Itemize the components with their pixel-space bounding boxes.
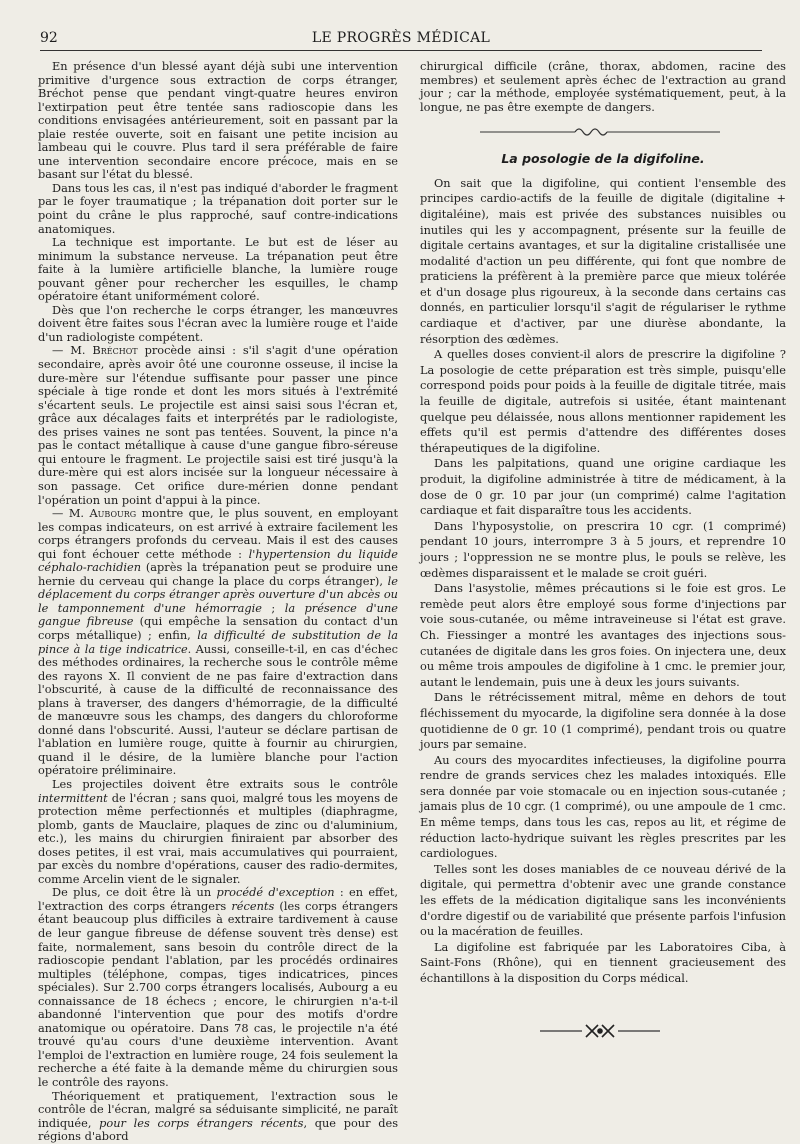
paragraph-text: (après la trépanation peut se produire une hernie du cerveau qui change la place du corps étranger), <box>38 560 398 588</box>
paragraph-text: . Aussi, conseille-t-il, en cas d'échec des méthodes ordinaires, la recherche sous le contrôle même des rayons X. Il convient de ne pas faire d'extraction dans l'obscurité, à cause de la difficulté de reconnaissance des plans à traverser, des dangers d'hémorragie, de la difficulté de manœuvre sous les champs, des dangers du chloroforme donné dans l'obscurité. Aussi, l'auteur se déclare partisan de l'ablation en lumière rouge, quitte à fournir au chirurgien, quand il le désire, de la lumière blanche pour l'action opératoire préliminaire. <box>38 641 398 778</box>
author-name: M. Aubourg <box>68 506 137 521</box>
emphasis: intermittent <box>38 790 108 805</box>
emphasis: le déplacement du corps étranger après ouverture d'un abcès ou le tamponnement d'une hémorragie <box>38 573 398 615</box>
paragraph: — M. Aubourg montre que, le plus souvent, en employant les compas indicateurs, on est arrivé à extraire facilement les corps étrangers profonds du cerveau. Mais il est des causes qui font échouer cette méthode : l'hypertension du liquide céphalo-rachidien (après la trépanation peut se produire une hernie du cerveau qui change la place du corps étranger), le déplacement du corps étranger après ouverture d'un abcès ou le tamponnement d'une hémorragie ; la présence d'une gangue fibreuse (qui empêche la sensation du contact d'un corps métallique) ; enfin, la difficulté de substitution de la pince à la tige indicatrice. Aussi, conseille-t-il, en cas d'échec des méthodes ordinaires, la recherche sous le contrôle même des rayons X. Il convient de ne pas faire d'extraction dans l'obscurité, à cause de la difficulté de reconnaissance des plans à traverser, des dangers d'hémorragie, de la difficulté de manœuvre sous les champs, des dangers du chloroforme donné dans l'obscurité. Aussi, l'auteur se déclare partisan de l'ablation en lumière rouge, quitte à fournir au chirurgien, quand il le désire, de la lumière blanche pour l'action opératoire préliminaire. <box>38 506 399 778</box>
paragraph: Telles sont les doses maniables de ce nouveau dérivé de la digitale, qui permettra d'obtenir avec une grande constance les effets de la médication digitalique sans les inconvénients d'ordre digestif ou de variabilité que présente parfois l'infusion ou la macération de feuilles. <box>420 861 786 939</box>
paragraph: Dans le rétrécissement mitral, même en dehors de tout fléchissement du myocarde, la digifoline sera donnée à la dose quotidienne de 0 gr. 10 (1 comprimé), pendant trois ou quatre jours par semaine. <box>420 690 786 752</box>
paragraph <box>38 778 398 886</box>
end-ornament <box>420 1015 786 1055</box>
paragraph: Dans l'asystolie, mêmes précautions si le foie est gros. Le remède peut alors être employé sous forme d'injections par voie sous-cutanée, ou même intraveineuse si l'état est grave. Ch. Fiessinger a montré les avantages des injections sous-cutanées de digitale dans les gros foies. On injectera une, deux ou même trois ampoules de digifoline à 1 cmc. le premier jour, autant le lendemain, puis une à deux les jours suivants. <box>420 581 786 689</box>
paragraph-text: (les corps étrangers étant beaucoup plus difficiles à extraire tardivement à cause de leur gangue fibreuse de défense souvent très dense) est faite, normalement, sans besoin du contrôle direct de la radioscopie pendant l'ablation, par les procédés ordinaires multiples (téléphone, compas, tiges indicatrices, pinces spéciales). Sur 2.700 corps étrangers localisés, Aubourg a eu connaissance de 18 échecs ; encore, le chirurgien n'a-t-il abandonné l'intervention que pour des motifs d'ordre anatomique ou opératoire. Dans 78 cas, le projectile n'a été trouvé qu'au cours d'une deuxième intervention. Avant l'emploi de l'extraction en lumière rouge, 24 fois seulement la recherche a été faite à la demande même du chirurgien sous le contrôle des rayons. <box>38 898 398 1090</box>
paragraph: Au cours des myocardites infectieuses, la digifoline pourra rendre de grands services chez les malades intoxiqués. Elle sera donnée par voie stomacale ou en injection sous-cutanée ; jamais plus de 10 cgr. (1 comprimé), ou une ampoule de 1 cmc. En même temps, dans tous les cas, repos au lit, et régime de réduction lacto-hydrique suivant les règles prescrites par les cardiologues. <box>420 752 786 861</box>
emphasis: la difficulté de substitution de la pince à la tige indicatrice <box>38 627 398 656</box>
page-header <box>40 28 762 51</box>
paragraph: chirurgical difficile (crâne, thorax, abdomen, racine des membres) et seulement après échec de l'extraction au grand jour ; car la méthode, employée systématiquement, peut, à la longue, ne pas être exempte de dangers. <box>420 59 786 114</box>
article-title: La posologie de la digifoline. <box>501 151 705 167</box>
paragraph: On sait que la digifoline, qui contient l'ensemble des principes cardio-actifs de la feuille de digitale (digitaline + digitaléine), mais est privée des substances nuisibles ou inutiles qui les y accompagnent, présente sur la feuille de digitale certains avantages, et sur la digitaline cristallisée une modalité d'action un peu différente, qui font que nombre de praticiens la préfèrent à la première parce que mieux tolérée et d'un dosage plus rigoureux, à la seconde dans certains cas donnés, en particulier lorsqu'il s'agit de régulariser le rythme cardiaque et d'activer, par une diurèse abondante, la résorption des œdèmes. <box>420 175 786 346</box>
paragraph-text: ; <box>262 600 285 615</box>
left-column <box>38 60 398 1144</box>
paragraph-text: : en effet, l'extraction des corps étrangers <box>38 885 398 913</box>
paragraph: La digifoline est fabriquée par les Laboratoires Ciba, à Saint-Fons (Rhône), qui en tiennent gracieusement des échantillons à la disposition du Corps médical. <box>420 939 786 986</box>
paragraph: Dans l'hyposystolie, on prescrira 10 cgr. (1 comprimé) pendant 10 jours, interrompre 3 à 5 jours, et reprendre 10 jours ; l'oppression ne se montre plus, le pouls se relève, les œdèmes disparaissent et le malade se croit guéri. <box>420 518 786 580</box>
paragraph-text: Théoriquement et pratiquement, l'extraction sous le contrôle de l'écran, malgré sa séduisante simplicité, ne paraît indiquée, <box>38 1088 398 1130</box>
paragraph: Dès que l'on recherche le corps étranger, les manœuvres doivent être faites sous l'écran avec la lumière rouge et l'aide d'un radiologiste compétent. <box>38 302 398 344</box>
paragraph-text: montre que, le plus souvent, en employant les compas indicateurs, on est arrivé à extraire facilement les corps étrangers profonds du cerveau. Mais il est des causes qui font échouer cette méthode : <box>38 506 399 561</box>
paragraph-text: De plus, ce doit être là un <box>52 885 217 900</box>
article-body <box>420 176 786 987</box>
paragraph: La technique est importante. Le but est de léser au minimum la substance nerveuse. La trépanation peut être faite à la lumière artificielle blanche, la lumière rouge pouvant gêner pour rechercher les esquilles, le champ opératoire étant uniformément coloré. <box>38 235 398 304</box>
paragraph-text: procède ainsi : s'il s'agit d'une opération secondaire, après avoir ôté une couronne osseuse, il incise la dure-mère sur l'étendue suffisante pour passer une pince spéciale à tige ronde et dont les mors situés à l'extrémité s'écartent seuls. Le projectile est ainsi saisi sous l'écran et, grâce aux décalages faits et interprétés par le radiologiste, des prises vaines ne sont pas tentées. Souvent, la pince n'a pas le contact métallique à cause d'une gangue fibro-séreuse qui entoure le fragment. Le projectile saisi est tiré jusqu'à la dure-mère qui est alors incisée sur la longueur nécessaire à son passage. Cet orifice dure-mérien donne pendant l'opération un point d'appui à la pince. <box>38 343 399 507</box>
emphasis: la présence d'une gangue fibreuse <box>38 600 398 629</box>
paragraph: En présence d'un blessé ayant déjà subi une intervention primitive d'urgence sous extraction de corps étranger, Bréchot pense que pendant vingt-quatre heures environ l'extirpation peut être tentée sans radioscopie dans les conditions envisagées antérieurement, soit en passant par la plaie restée ouverte, soit en faisant une petite incision au lambeau qui le couvre. Plus tard il sera préférable de faire une intervention secondaire encore précoce, mais en se basant sur l'état du blessé. <box>38 59 398 182</box>
paragraph-text: Les projectiles doivent être extraits sous le contrôle <box>52 776 398 791</box>
right-column <box>420 60 786 1055</box>
page-number: 92 <box>40 30 58 46</box>
paragraph-text: , que pour des régions d'abord <box>38 1115 399 1144</box>
paragraph: Dans tous les cas, il n'est pas indiqué d'aborder le fragment par le foyer traumatique ; la trépanation doit porter sur le point du crâne le plus rapproché, sauf contre-indications anatomiques. <box>38 180 398 236</box>
paragraph: — M. Bréchot procède ainsi : s'il s'agit d'une opération secondaire, après avoir ôté une couronne osseuse, il incise la dure-mère sur l'étendue suffisante pour passer une pince spéciale à tige ronde et dont les mors situés à l'extrémité s'écartent seuls. Le projectile est ainsi saisi sous l'écran et, grâce aux décalages faits et interprétés par le radiologiste, des prises vaines ne sont pas tentées. Souvent, la pince n'a pas le contact métallique à cause d'une gangue fibro-séreuse qui entoure le fragment. Le projectile saisi est tiré jusqu'à la dure-mère qui est alors incisée sur la longueur nécessaire à son passage. Cet orifice dure-mérien donne pendant l'opération un point d'appui à la pince. <box>38 343 399 507</box>
paragraph-text: (qui empêche la sensation du contact d'un corps métallique) ; enfin, <box>38 614 398 642</box>
emphasis: pour les corps étrangers récents <box>99 1115 304 1130</box>
paragraph <box>38 886 398 1089</box>
fleuron-icon <box>540 1021 660 1041</box>
paragraph: A quelles doses convient-il alors de prescrire la digifoline ? La posologie de cette préparation est très simple, puisqu'elle correspond poids pour poids à la feuille de digitale titrée, mais la feuille de digitale, autrefois si usitée, étant maintenant quelque peu délaissée, nous allons mentionner rapidement les effets qu'il est permis d'attendre des différentes doses thérapeutiques de la digifoline. <box>420 347 786 455</box>
paragraph <box>38 1090 398 1144</box>
emphasis: récents <box>231 898 275 913</box>
journal-title: LE PROGRÈS MÉDICAL <box>311 30 491 46</box>
section-divider <box>420 118 786 146</box>
emphasis: procédé d'exception <box>216 885 335 900</box>
author-name: M. Bréchot <box>70 343 138 358</box>
paragraph: Dans les palpitations, quand une origine cardiaque les produit, la digifoline administrée à titre de médicament, à la dose de 0 gr. 10 par jour (un comprimé) calme l'agitation cardiaque et fait disparaître tous les accidents. <box>420 456 786 518</box>
paragraph-text: de l'écran ; sans quoi, malgré tous les moyens de protection même perfectionnés et multiples (diaphragme, plomb, gants de Mauclaire, plaques de zinc ou d'aluminium, etc.), les mains du chirurgien finiraient par absorber des doses petites, il est vrai, mais accumulatives qui pourraient, par excès du nombre d'opérations, causer des radio-dermites, comme Arcelin vient de le signaler. <box>38 790 398 886</box>
emphasis: l'hypertension du liquide céphalo-rachidien <box>38 546 398 575</box>
ornament-rule-icon <box>480 122 720 142</box>
